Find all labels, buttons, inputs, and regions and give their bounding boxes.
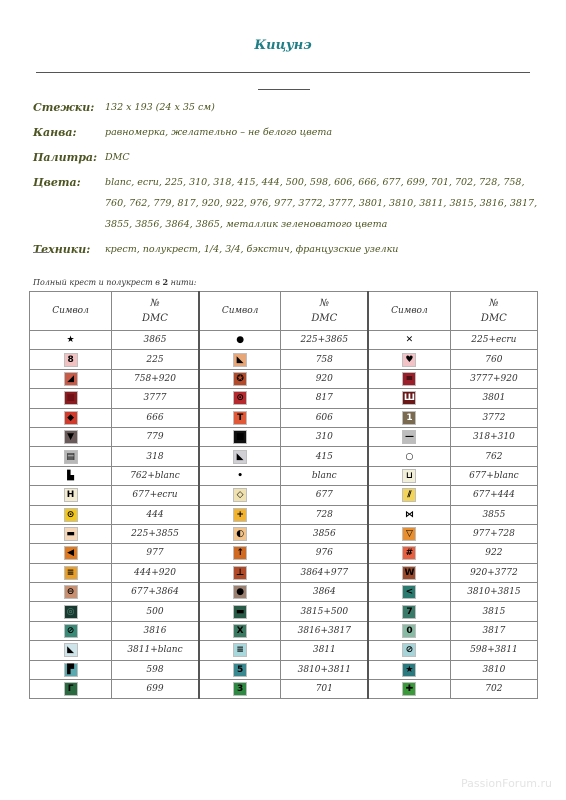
dmc-number-cell: 444+920: [112, 563, 199, 582]
legend-caption: [33, 277, 196, 287]
table-row: [30, 350, 538, 369]
symbol-cell: [199, 447, 281, 466]
dmc-number-cell: 3816: [112, 621, 199, 640]
symbol-cell: [368, 602, 450, 621]
table-row: [30, 427, 538, 446]
symbol-cell: [368, 408, 450, 427]
symbol-cell: [30, 563, 112, 582]
symbol-cell: [199, 583, 281, 602]
symbol-cell: [30, 544, 112, 563]
table-row: [30, 331, 538, 350]
title-divider: [36, 72, 530, 73]
symbol-cell: [199, 660, 281, 679]
caption-prefix: Полный крест и полукрест в: [33, 278, 163, 287]
info-label: Техники:: [33, 243, 91, 256]
symbol-cell: [368, 331, 450, 350]
symbol-swatch-icon: ○: [403, 451, 415, 463]
dmc-number-cell: 920: [281, 369, 368, 388]
symbol-swatch-icon: ◇: [234, 489, 246, 501]
symbol-swatch-icon: 8: [65, 354, 77, 366]
dmc-number-cell: 3864: [281, 583, 368, 602]
symbol-swatch-icon: =: [403, 373, 415, 385]
dmc-number-cell: 318+310: [450, 427, 537, 446]
info-label: Канва:: [33, 126, 77, 139]
table-row: [30, 486, 538, 505]
symbol-cell: [199, 524, 281, 543]
symbol-swatch-icon: ◣: [234, 354, 246, 366]
symbol-swatch-icon: ◐: [234, 528, 246, 540]
symbol-swatch-icon: ■: [66, 393, 75, 404]
symbol-swatch-icon: ◀: [65, 547, 77, 559]
dmc-number-cell: 444: [112, 505, 199, 524]
table-row: [30, 447, 538, 466]
symbol-cell: [199, 621, 281, 640]
dmc-number-cell: 3865: [112, 331, 199, 350]
table-row: [30, 563, 538, 582]
symbol-cell: [199, 389, 281, 408]
table-row: [30, 641, 538, 660]
symbol-cell: [368, 350, 450, 369]
symbol-cell: [30, 505, 112, 524]
header-symbol: Символ: [368, 292, 450, 331]
section-divider: [33, 252, 49, 253]
dmc-number-cell: 3777+920: [450, 369, 537, 388]
dmc-number-cell: 758: [281, 350, 368, 369]
dmc-number-cell: 415: [281, 447, 368, 466]
dmc-number-cell: 701: [281, 680, 368, 699]
info-value: blanc, ecru, 225, 310, 318, 415, 444, 500, 598, 606, 666, 677, 699, 701, 702, 728, 758, 760, 762, 779, 817, 920, 922, 976, 977, 3772, 3777, 3801, 3810, 3811, 3815, 3816, 3817, 3855, 3856, 3864, 3865, металлик зеленоватого цвета: [105, 177, 538, 230]
table-row: [30, 389, 538, 408]
info-value: 132 x 193 (24 x 35 см): [105, 102, 215, 113]
dmc-number-cell: 762: [450, 447, 537, 466]
dmc-number-cell: 225: [112, 350, 199, 369]
header-symbol: Символ: [199, 292, 281, 331]
symbol-cell: [30, 660, 112, 679]
dmc-number-cell: 977+728: [450, 524, 537, 543]
symbol-cell: [30, 389, 112, 408]
symbol-swatch-icon: ✪: [234, 373, 246, 385]
symbol-swatch-icon: ✚: [403, 683, 415, 695]
dmc-number-cell: 3801: [450, 389, 537, 408]
symbol-cell: [30, 408, 112, 427]
table-row: [30, 602, 538, 621]
symbol-swatch-icon: 5: [234, 664, 246, 676]
symbol-swatch-icon: ⫽: [403, 489, 415, 501]
table-row: [30, 583, 538, 602]
symbol-swatch-icon: ◢: [65, 373, 77, 385]
info-label: Цвета:: [33, 176, 81, 189]
symbol-cell: [368, 563, 450, 582]
symbol-swatch-icon: ≡: [65, 567, 77, 579]
symbol-cell: [30, 680, 112, 699]
symbol-cell: [199, 563, 281, 582]
symbol-swatch-icon: ▬: [66, 529, 75, 540]
dmc-number-cell: 225+3855: [112, 524, 199, 543]
symbol-swatch-icon: ✕: [403, 334, 415, 346]
symbol-swatch-icon: ♥: [405, 354, 414, 365]
symbol-swatch-icon: Ш: [403, 393, 416, 404]
symbol-cell: [368, 524, 450, 543]
header-dmc: [281, 292, 368, 331]
symbol-swatch-icon: ⊘: [403, 644, 415, 656]
symbol-swatch-icon: T: [234, 412, 246, 424]
table-row: [30, 505, 538, 524]
dmc-number-cell: 606: [281, 408, 368, 427]
dmc-number-cell: 3817: [450, 621, 537, 640]
info-row: [33, 147, 543, 168]
symbol-swatch-icon: ⊘: [65, 625, 77, 637]
table-row: [30, 524, 538, 543]
watermark: PassionForum.ru: [461, 777, 552, 790]
symbol-cell: [199, 486, 281, 505]
symbol-cell: [199, 369, 281, 388]
symbol-cell: [30, 486, 112, 505]
dmc-number-cell: 699: [112, 680, 199, 699]
dmc-number-cell: 3815+500: [281, 602, 368, 621]
table-row: [30, 408, 538, 427]
table-row: [30, 660, 538, 679]
caption-count: 2: [162, 277, 169, 287]
info-value: крест, полукрест, 1/4, 3/4, бэкстич, французские узелки: [105, 244, 399, 255]
symbol-swatch-icon: <: [403, 586, 415, 598]
header-dmc: [450, 292, 537, 331]
symbol-swatch-icon: ▙: [65, 470, 77, 482]
symbol-cell: [30, 583, 112, 602]
header-dmc-label: DMC: [480, 313, 507, 324]
dmc-number-cell: 598+3811: [450, 641, 537, 660]
dmc-number-cell: 758+920: [112, 369, 199, 388]
dmc-number-cell: 3810+3811: [281, 660, 368, 679]
pattern-info: [33, 97, 543, 264]
symbol-cell: [368, 583, 450, 602]
symbol-swatch-icon: +: [234, 509, 246, 521]
symbol-cell: [30, 447, 112, 466]
symbol-swatch-icon: ⊙: [234, 392, 246, 404]
dmc-number-cell: blanc: [281, 466, 368, 485]
dmc-number-cell: 225+3865: [281, 331, 368, 350]
symbol-swatch-icon: Г: [65, 683, 77, 695]
symbol-cell: [30, 466, 112, 485]
symbol-cell: [199, 350, 281, 369]
dmc-number-cell: 3811: [281, 641, 368, 660]
symbol-swatch-icon: 0: [403, 625, 415, 637]
dmc-number-cell: 598: [112, 660, 199, 679]
symbol-cell: [199, 641, 281, 660]
symbol-cell: [199, 331, 281, 350]
symbol-cell: [199, 427, 281, 446]
dmc-number-cell: 3815: [450, 602, 537, 621]
symbol-swatch-icon: X: [234, 625, 246, 637]
symbol-cell: [30, 369, 112, 388]
symbol-swatch-icon: •: [234, 470, 246, 482]
symbol-cell: [368, 660, 450, 679]
symbol-swatch-icon: 3: [234, 683, 246, 695]
symbol-swatch-icon: ★: [66, 335, 75, 346]
header-no-label: №: [150, 298, 160, 309]
symbol-cell: [368, 369, 450, 388]
symbol-cell: [368, 544, 450, 563]
info-value: DMC: [105, 152, 130, 163]
info-label: Стежки:: [33, 101, 95, 114]
dmc-number-cell: 3777: [112, 389, 199, 408]
dmc-number-cell: 318: [112, 447, 199, 466]
symbol-swatch-icon: ◎: [65, 606, 77, 618]
symbol-swatch-icon: ▼: [65, 431, 77, 443]
symbol-swatch-icon: ⊖: [65, 586, 77, 598]
dmc-number-cell: 779: [112, 427, 199, 446]
symbol-swatch-icon: ▤: [66, 451, 75, 462]
dmc-number-cell: 666: [112, 408, 199, 427]
table-row: [30, 466, 538, 485]
caption-suffix: нити:: [168, 278, 197, 287]
symbol-cell: [199, 680, 281, 699]
dmc-number-cell: 817: [281, 389, 368, 408]
symbol-swatch-icon: ◆: [65, 412, 77, 424]
table-row: [30, 680, 538, 699]
color-legend-table: [29, 291, 538, 699]
dmc-number-cell: 3810: [450, 660, 537, 679]
table-row: [30, 621, 538, 640]
symbol-swatch-icon: —: [404, 432, 414, 443]
header-dmc: [112, 292, 199, 331]
dmc-number-cell: 762+blanc: [112, 466, 199, 485]
symbol-cell: [199, 505, 281, 524]
dmc-number-cell: 702: [450, 680, 537, 699]
symbol-cell: [368, 427, 450, 446]
table-row: [30, 544, 538, 563]
symbol-cell: [30, 331, 112, 350]
dmc-number-cell: 677+ecru: [112, 486, 199, 505]
header-symbol: Символ: [30, 292, 112, 331]
symbol-swatch-icon: ◣: [65, 644, 77, 656]
info-row: [33, 97, 543, 118]
info-row: [33, 122, 543, 143]
symbol-cell: [199, 466, 281, 485]
info-value: равномерка, желательно – не белого цвета: [105, 127, 333, 138]
table-header-row: [30, 292, 538, 331]
info-row: [33, 239, 543, 260]
short-divider: [258, 89, 310, 90]
symbol-cell: [30, 350, 112, 369]
symbol-cell: [368, 621, 450, 640]
header-no-label: №: [319, 298, 330, 309]
dmc-number-cell: 3816+3817: [281, 621, 368, 640]
symbol-cell: [30, 524, 112, 543]
symbol-swatch-icon: ≡: [234, 644, 246, 656]
info-row: [33, 172, 543, 235]
dmc-number-cell: 728: [281, 505, 368, 524]
dmc-number-cell: 922: [450, 544, 537, 563]
symbol-swatch-icon: ★: [405, 664, 414, 675]
dmc-number-cell: 3811+blanc: [112, 641, 199, 660]
dmc-number-cell: 225+ecru: [450, 331, 537, 350]
symbol-swatch-icon: ⊥: [236, 567, 245, 578]
dmc-number-cell: 976: [281, 544, 368, 563]
symbol-swatch-icon: #: [403, 547, 415, 559]
dmc-number-cell: 500: [112, 602, 199, 621]
dmc-number-cell: 677+444: [450, 486, 537, 505]
symbol-cell: [30, 602, 112, 621]
symbol-cell: [30, 427, 112, 446]
symbol-cell: [368, 680, 450, 699]
symbol-swatch-icon: ▛: [65, 664, 77, 676]
symbol-swatch-icon: ●: [234, 334, 246, 346]
dmc-number-cell: 3864+977: [281, 563, 368, 582]
header-dmc-label: DMC: [311, 313, 338, 324]
symbol-swatch-icon: 7: [403, 606, 415, 618]
info-label: Палитра:: [33, 151, 98, 164]
symbol-cell: [368, 466, 450, 485]
dmc-number-cell: 3810+3815: [450, 583, 537, 602]
symbol-swatch-icon: ⊔: [403, 470, 415, 482]
dmc-number-cell: 920+3772: [450, 563, 537, 582]
dmc-number-cell: 3856: [281, 524, 368, 543]
symbol-swatch-icon: W: [404, 567, 415, 578]
table-row: [30, 369, 538, 388]
symbol-swatch-icon: ⊙: [65, 509, 77, 521]
symbol-cell: [199, 544, 281, 563]
symbol-cell: [368, 486, 450, 505]
symbol-swatch-icon: ■: [235, 432, 245, 443]
header-no-label: №: [489, 298, 499, 309]
dmc-number-cell: 677: [281, 486, 368, 505]
dmc-number-cell: 677+blanc: [450, 466, 537, 485]
dmc-number-cell: 977: [112, 544, 199, 563]
symbol-swatch-icon: ⋈: [404, 509, 414, 520]
symbol-cell: [368, 389, 450, 408]
symbol-cell: [30, 641, 112, 660]
dmc-number-cell: 677+3864: [112, 583, 199, 602]
symbol-swatch-icon: ●: [234, 586, 246, 598]
page-title: Кицунэ: [254, 38, 312, 53]
dmc-number-cell: 3855: [450, 505, 537, 524]
symbol-swatch-icon: 1: [403, 412, 415, 424]
symbol-swatch-icon: H: [65, 489, 77, 501]
symbol-cell: [199, 602, 281, 621]
symbol-cell: [368, 505, 450, 524]
dmc-number-cell: 310: [281, 427, 368, 446]
header-dmc-label: DMC: [142, 313, 168, 324]
symbol-cell: [368, 641, 450, 660]
symbol-swatch-icon: ▬: [235, 606, 245, 617]
dmc-number-cell: 3772: [450, 408, 537, 427]
dmc-number-cell: 760: [450, 350, 537, 369]
symbol-swatch-icon: ▽: [403, 528, 415, 540]
symbol-cell: [30, 621, 112, 640]
symbol-swatch-icon: ◣: [234, 451, 246, 463]
symbol-cell: [199, 408, 281, 427]
symbol-cell: [368, 447, 450, 466]
symbol-swatch-icon: ↑: [234, 547, 246, 559]
